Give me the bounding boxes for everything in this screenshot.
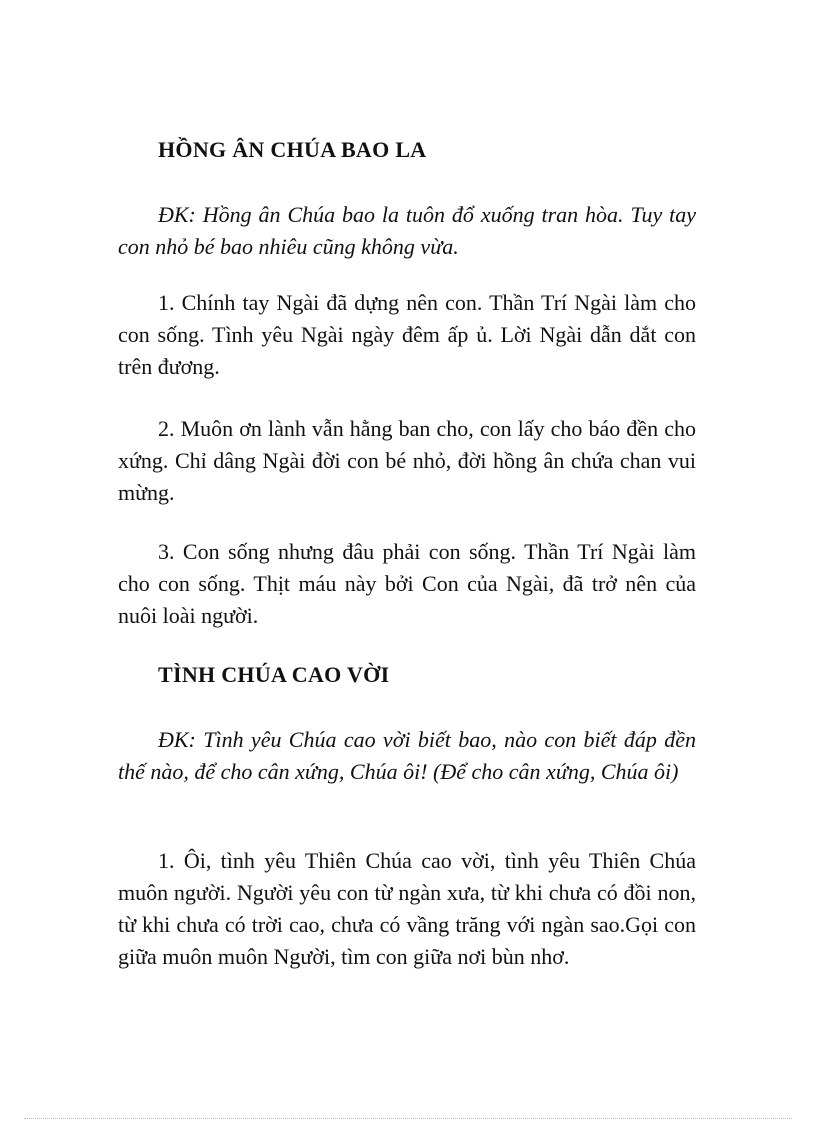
song-title-tinh-chua-cao-voi: TÌNH CHÚA CAO VỜI — [158, 662, 390, 687]
song-title-hong-an-chua-bao-la: HỒNG ÂN CHÚA BAO LA — [158, 137, 427, 162]
verse-1-tinh-chua-cao-voi: 1. Ôi, tình yêu Thiên Chúa cao vời, tình yêu Thiên Chúa muôn người. Người yêu con từ ngàn xưa, từ khi chưa có đồi non, từ khi chưa có trời cao, chưa có vầng trăng với ngàn sao.Gọi con giữa muôn muôn Người, tìm con giữa nơi bùn nhơ. — [118, 848, 696, 969]
verse-3-hong-an-chua-bao-la: 3. Con sống nhưng đâu phải con sống. Thần Trí Ngài làm cho con sống. Thịt máu này bởi Con của Ngài, đã trở nên của nuôi loài người. — [118, 539, 696, 628]
page-bottom-rule — [24, 1118, 792, 1119]
refrain-hong-an-chua-bao-la: ĐK: Hồng ân Chúa bao la tuôn đổ xuống tran hòa. Tuy tay con nhỏ bé bao nhiêu cũng không vừa. — [118, 202, 696, 259]
verse-2-hong-an-chua-bao-la: 2. Muôn ơn lành vẫn hằng ban cho, con lấy cho báo đền cho xứng. Chỉ dâng Ngài đời con bé nhỏ, đời hồng ân chứa chan vui mừng. — [118, 416, 696, 505]
refrain-tinh-chua-cao-voi: ĐK: Tình yêu Chúa cao vời biết bao, nào con biết đáp đền thế nào, để cho cân xứng, Chúa ôi! (Để cho cân xứng, Chúa ôi) — [118, 727, 696, 784]
verse-1-hong-an-chua-bao-la: 1. Chính tay Ngài đã dựng nên con. Thần Trí Ngài làm cho con sống. Tình yêu Ngài ngày đêm ấp ủ. Lời Ngài dẫn dắt con trên đương. — [118, 290, 696, 379]
